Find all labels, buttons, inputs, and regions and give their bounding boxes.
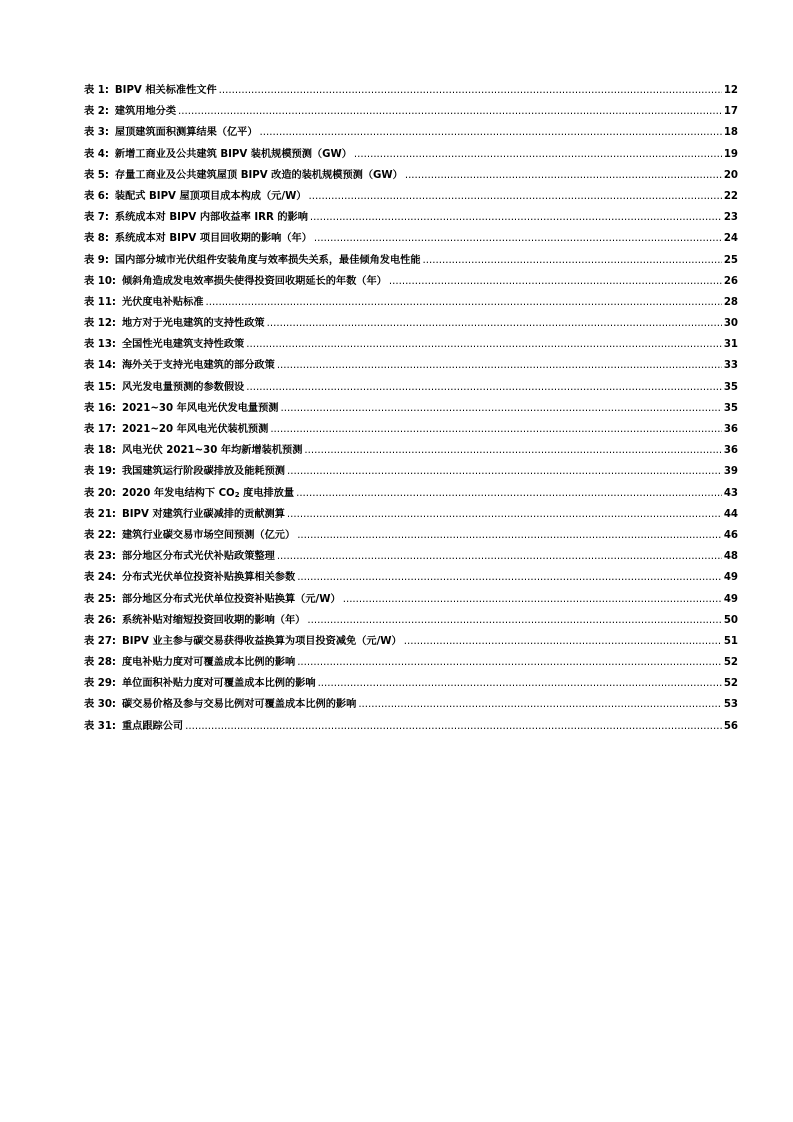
toc-entry-29[interactable] [84,677,738,698]
toc-entry-30[interactable] [84,698,738,719]
toc-entry-label: 表 1: [84,85,109,96]
toc-entry-4[interactable] [84,148,738,169]
toc-entry-page: 44 [723,508,738,520]
toc-dot-leader [304,444,721,458]
toc-entry-19[interactable] [84,465,738,486]
toc-entry-label: 表 16: [84,402,116,414]
toc-dot-leader [185,720,722,734]
toc-entry-1[interactable] [84,84,738,105]
toc-entry-label: 表 30: [84,699,116,711]
toc-entry-label: 表 6: [84,190,109,202]
toc-dot-leader [246,381,722,395]
toc-entry-page: 20 [723,169,738,181]
toc-entry-title-subscript: 2 [234,490,240,499]
toc-entry-title: 风光发电量预测的参数假设 [122,381,245,393]
toc-entry-label: 表 28: [84,657,116,669]
toc-entry-title: BIPV 业主参与碳交易获得收益换算为项目投资减免（元/W） [122,635,402,647]
toc-entry-page: 22 [723,190,738,202]
toc-entry-title: 光伏度电补贴标准 [122,296,204,308]
toc-entry-title: 单位面积补贴力度对可覆盖成本比例的影响 [122,678,316,690]
toc-entry-28[interactable] [84,656,738,677]
toc-entry-page: 17 [723,106,738,118]
toc-entry-label: 表 25: [84,593,116,605]
toc-entry-label: 表 23: [84,551,116,563]
toc-entry-title: 海外关于支持光电建筑的部分政策 [122,360,275,372]
toc-dot-leader [277,359,722,373]
toc-entry-label: 表 3: [84,127,109,139]
toc-entry-page: 12 [723,85,738,96]
toc-dot-leader [281,402,722,416]
toc-dot-leader [277,550,722,564]
toc-entry-label: 表 27: [84,635,116,647]
toc-dot-leader [389,275,722,289]
toc-entry-title: 碳交易价格及参与交易比例对可覆盖成本比例的影响 [122,699,357,711]
toc-entry-page: 52 [723,657,738,669]
toc-entry-page: 39 [723,466,738,478]
toc-entry-page: 49 [723,572,738,584]
toc-entry-title: 部分地区分布式光伏补贴政策整理 [122,551,275,563]
toc-entry-24[interactable] [84,571,738,592]
toc-entry-31[interactable] [84,720,738,741]
toc-entry-page: 50 [723,614,738,626]
toc-entry-label: 表 31: [84,720,116,732]
toc-dot-leader [309,190,722,204]
toc-entry-label: 表 5: [84,169,109,181]
toc-entry-label: 表 8: [84,233,109,245]
toc-entry-title: BIPV 对建筑行业碳减排的贡献测算 [122,508,285,520]
toc-entry-label: 表 24: [84,572,116,584]
toc-entry-label: 表 20: [84,487,116,499]
toc-entry-title: 系统补贴对缩短投资回收期的影响（年） [122,614,306,626]
toc-entry-17[interactable] [84,423,738,444]
toc-entry-title: 建筑行业碳交易市场空间预测（亿元） [122,529,296,541]
toc-dot-leader [314,232,722,246]
toc-entry-page: 30 [723,318,738,330]
toc-entry-label: 表 26: [84,614,116,626]
toc-entry-page: 23 [723,212,738,224]
toc-dot-leader [343,593,722,607]
toc-entry-page: 48 [723,551,738,563]
toc-entry-page: 52 [723,678,738,690]
toc-entry-page: 33 [723,360,738,372]
toc-entry-label: 表 29: [84,678,116,690]
toc-entry-3[interactable] [84,126,738,147]
toc-entry-25[interactable] [84,593,738,614]
toc-entry-title-part: 度电排放量 [239,487,295,499]
toc-dot-leader [219,84,722,98]
toc-entry-8[interactable] [84,232,738,253]
toc-dot-leader [297,656,722,670]
toc-entry-title: 2021~20 年风电光伏装机预测 [122,424,269,435]
toc-entry-page: 46 [723,529,738,541]
toc-entry-page: 18 [723,127,738,139]
toc-entry-label: 表 13: [84,339,116,351]
toc-entry-title: 倾斜角造成发电效率损失使得投资回收期延长的年数（年） [122,275,387,287]
toc-entry-page: 43 [723,487,738,499]
toc-dot-leader [404,635,722,649]
toc-dot-leader [287,508,722,522]
toc-entry-page: 26 [723,275,738,287]
toc-entry-title: 存量工商业及公共建筑屋顶 BIPV 改造的装机规模预测（GW） [114,169,403,181]
toc-entry-page: 25 [723,254,738,266]
toc-dot-leader [297,529,722,543]
toc-entry-title: 系统成本对 BIPV 内部收益率 IRR 的影响 [114,212,308,224]
toc-entry-title: 我国建筑运行阶段碳排放及能耗预测 [122,466,285,478]
toc-dot-leader [358,698,722,712]
toc-entry-label: 表 2: [84,106,109,118]
toc-entry-label: 表 12: [84,318,116,330]
toc-dot-leader [310,211,722,225]
toc-entry-title: 部分地区分布式光伏单位投资补贴换算（元/W） [122,593,341,605]
toc-entry-page: 35 [723,381,738,393]
toc-entry-title: 分布式光伏单位投资补贴换算相关参数 [122,572,296,584]
toc-entry-27[interactable] [84,635,738,656]
toc-entry-12[interactable] [84,317,738,338]
toc-entry-label: 表 15: [84,381,116,393]
toc-entry-page: 51 [723,635,738,647]
toc-dot-leader [267,317,722,331]
toc-entry-13[interactable] [84,338,738,359]
toc-entry-label: 表 7: [84,212,109,224]
toc-entry-page: 49 [723,593,738,605]
toc-entry-15[interactable] [84,381,738,402]
toc-entry-label: 表 17: [84,424,116,435]
toc-entry-page: 53 [723,699,738,711]
toc-entry-10[interactable] [84,275,738,296]
toc-entry-2[interactable] [84,105,738,126]
toc-entry-11[interactable] [84,296,738,317]
toc-dot-leader [260,126,722,140]
toc-dot-leader [307,614,721,628]
toc-entry-title: 屋顶建筑面积测算结果（亿平） [114,127,258,139]
toc-dot-leader [206,296,722,310]
toc-entry-title: 国内部分城市光伏组件安装角度与效率损失关系，最佳倾角发电性能 [114,254,421,266]
toc-entry-label: 表 10: [84,275,116,287]
toc-entry-page: 28 [723,296,738,308]
toc-entry-title: 新增工商业及公共建筑 BIPV 装机规模预测（GW） [114,148,352,160]
toc-entry-page: 36 [723,424,738,435]
toc-entry-title: 系统成本对 BIPV 项目回收期的影响（年） [114,233,312,245]
toc-dot-leader [178,105,722,119]
toc-entry-title: 全国性光电建筑支持性政策 [122,339,245,351]
toc-entry-title: 风电光伏 2021~30 年均新增装机预测 [122,445,303,457]
toc-entry-title: BIPV 相关标准性文件 [114,85,217,96]
toc-entry-label: 表 4: [84,148,109,160]
toc-entry-5[interactable] [84,169,738,190]
toc-entry-20[interactable] [84,487,738,508]
toc-entry-7[interactable] [84,211,738,232]
toc-dot-leader [246,338,722,352]
toc-entry-label: 表 9: [84,254,109,266]
toc-entry-23[interactable] [84,550,738,571]
toc-entry-14[interactable] [84,359,738,380]
toc-entry-page: 36 [723,445,738,457]
toc-entry-title: 2021~30 年风电光伏发电量预测 [122,402,279,414]
toc-entry-26[interactable] [84,614,738,635]
toc-entry-title: 装配式 BIPV 屋顶项目成本构成（元/W） [114,190,307,202]
toc-entry-title-part: 2020 年发电结构下 CO [122,487,235,499]
toc-entry-label: 表 21: [84,508,116,520]
toc-dot-leader [297,571,722,585]
toc-dot-leader [270,423,722,437]
toc-dot-leader [287,465,722,479]
toc-dot-leader [296,487,722,501]
toc-entry-label: 表 22: [84,529,116,541]
toc-entry-label: 表 18: [84,445,116,457]
toc-entry-label: 表 19: [84,466,116,478]
toc-entry-21[interactable] [84,508,738,529]
toc-entry-label: 表 11: [84,296,116,308]
toc-entry-label: 表 14: [84,360,116,372]
toc-entry-title: 重点跟踪公司 [122,720,184,732]
toc-entry-title: 建筑用地分类 [114,106,177,118]
toc-entry-title: 度电补贴力度对可覆盖成本比例的影响 [122,657,296,669]
toc-dot-leader [423,254,722,268]
toc-entry-page: 56 [723,720,738,732]
table-of-contents [84,84,738,741]
toc-entry-page: 19 [723,148,738,160]
toc-entry-22[interactable] [84,529,738,550]
toc-entry-9[interactable] [84,254,738,275]
toc-entry-16[interactable] [84,402,738,423]
toc-entry-18[interactable] [84,444,738,465]
toc-entry-page: 31 [723,339,738,351]
toc-dot-leader [354,148,722,162]
toc-dot-leader [318,677,722,691]
toc-entry-title: 地方对于光电建筑的支持性政策 [122,318,265,330]
toc-entry-page: 35 [723,402,738,414]
toc-entry-6[interactable] [84,190,738,211]
toc-entry-page: 24 [723,233,738,245]
toc-dot-leader [405,169,722,183]
toc-entry-title [116,487,294,502]
